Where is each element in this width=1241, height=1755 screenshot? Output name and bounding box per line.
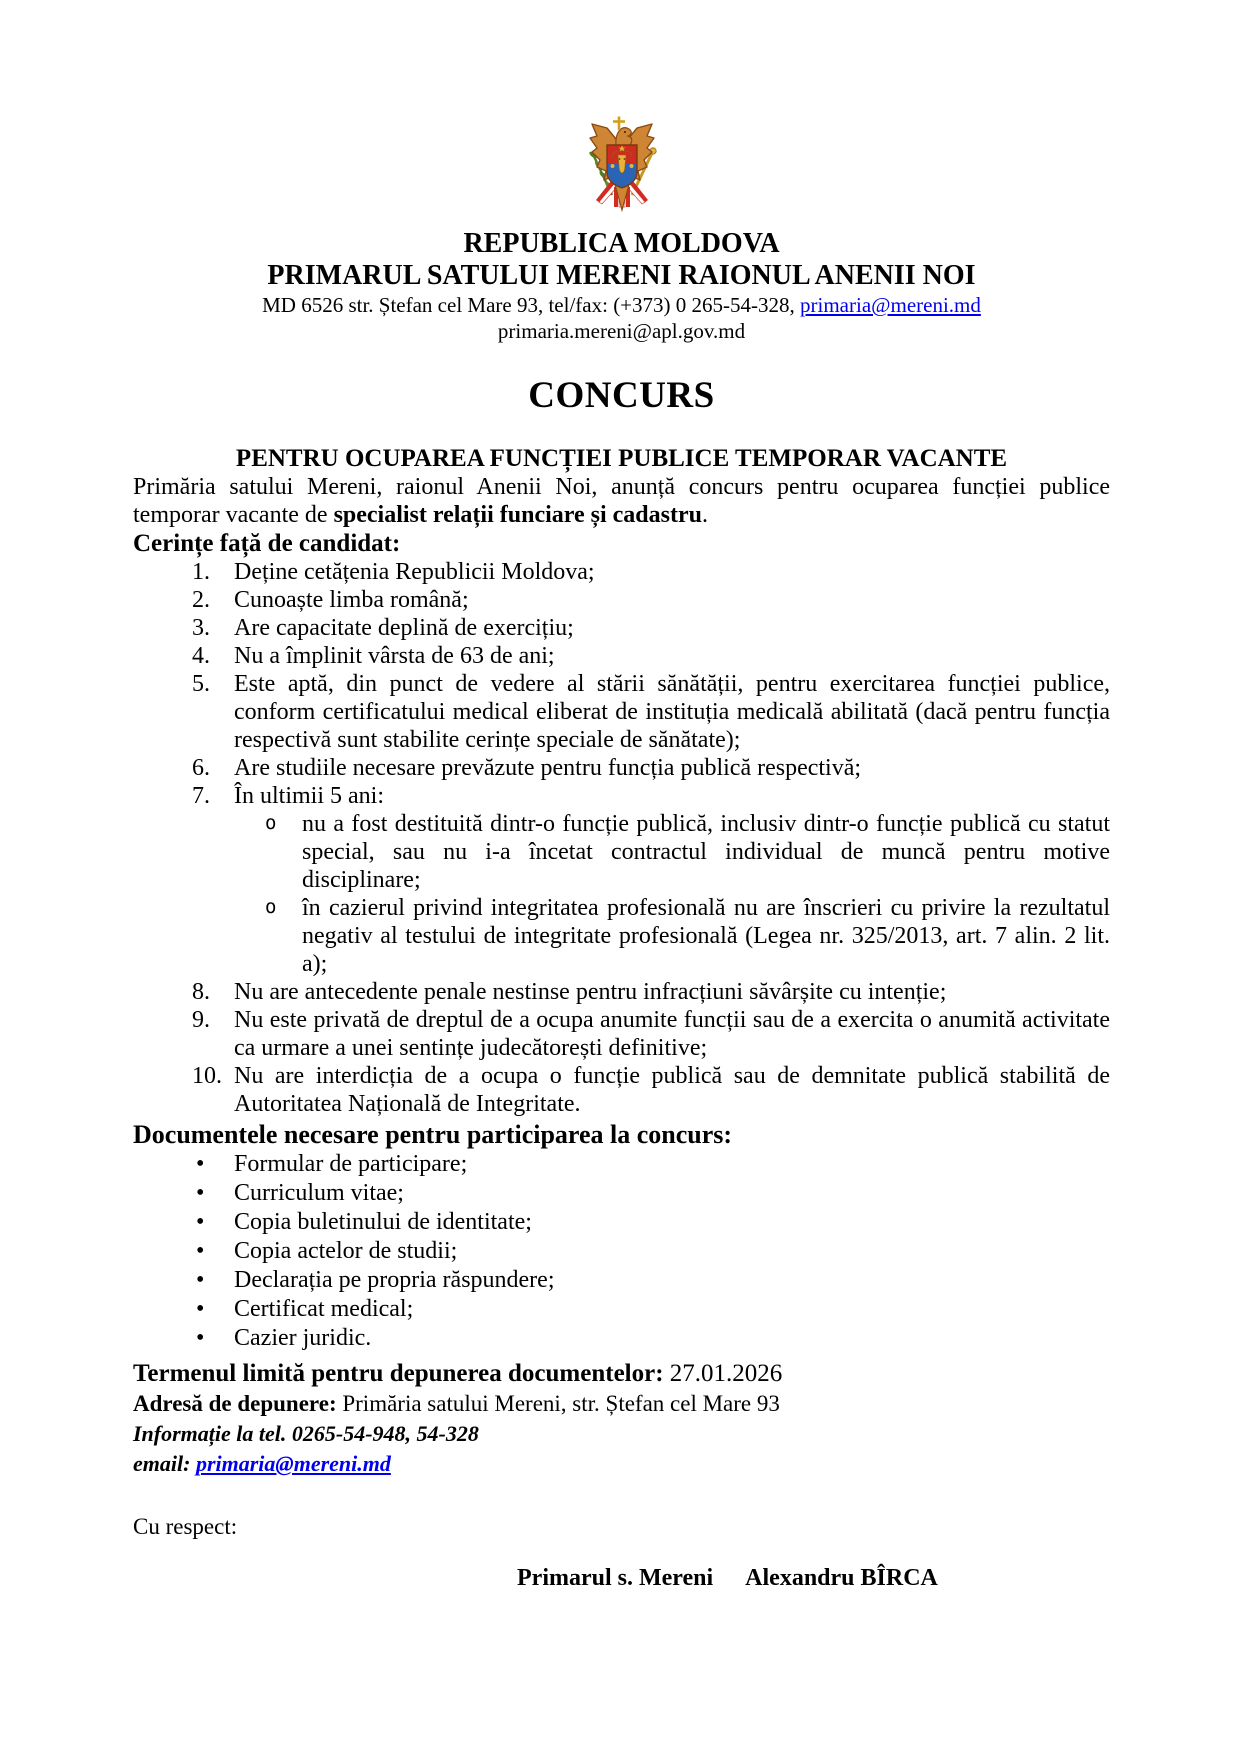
requirement-subitem bbox=[302, 894, 1110, 978]
document-item-text: Copia buletinului de identitate; bbox=[234, 1209, 532, 1235]
document-title: CONCURS bbox=[528, 375, 715, 416]
document-item bbox=[234, 1150, 1110, 1179]
signature-line bbox=[517, 1565, 1110, 1592]
requirement-item bbox=[234, 754, 1110, 782]
deadline-label: Termenul limită pentru depunerea documentelor: bbox=[133, 1360, 664, 1387]
header-address-text: MD 6526 str. Ștefan cel Mare 93, tel/fax: (+373) 0 265-54-328, bbox=[262, 293, 801, 317]
rose bbox=[610, 164, 614, 168]
requirement-text: Nu are antecedente penale nestinse pentru infracțiuni săvârșite cu intenție; bbox=[234, 979, 947, 1005]
document-item bbox=[234, 1295, 1110, 1324]
intro-text-end: . bbox=[701, 502, 708, 528]
requirement-item bbox=[234, 1006, 1110, 1062]
moldova-coat-of-arms-icon bbox=[583, 115, 661, 212]
document-subtitle: PENTRU OCUPAREA FUNCȚIEI PUBLICE TEMPORAR VACANTE bbox=[235, 445, 1008, 472]
header-institution: PRIMARUL SATULUI MERENI RAIONUL ANENII NOI bbox=[267, 260, 976, 291]
submission-line bbox=[133, 1389, 1110, 1419]
requirement-text: În ultimii 5 ani: bbox=[234, 783, 384, 809]
header-address bbox=[133, 292, 1110, 318]
requirement-item bbox=[234, 614, 1110, 642]
intro-text: Primăria satului Mereni, raionul Anenii Noi, anunță concurs pentru ocuparea funcției publice temporar vacante de bbox=[133, 474, 1110, 528]
header-email-secondary: primaria.mereni@apl.gov.md bbox=[497, 319, 746, 343]
contact-email-line bbox=[133, 1449, 1110, 1479]
requirements-list bbox=[133, 558, 1110, 1118]
document-item-text: Curriculum vitae; bbox=[234, 1180, 404, 1206]
documents-list bbox=[133, 1150, 1110, 1353]
shield bbox=[607, 145, 637, 188]
requirement-item bbox=[234, 670, 1110, 754]
document-item bbox=[234, 1237, 1110, 1266]
contact-email-link[interactable]: primaria@mereni.md bbox=[195, 1451, 391, 1476]
requirement-item bbox=[234, 586, 1110, 614]
requirement-text: Are capacitate deplină de exercițiu; bbox=[234, 615, 574, 641]
header-email-link[interactable]: primaria@mereni.md bbox=[800, 293, 981, 317]
requirement-text: Cunoaște limba română; bbox=[234, 587, 469, 613]
info-phone-line: Informație la tel. 0265-54-948, 54-328 bbox=[133, 1421, 479, 1446]
document-item-text: Certificat medical; bbox=[234, 1296, 414, 1322]
requirement-text: Are studiile necesare prevăzute pentru funcția publică respectivă; bbox=[234, 755, 862, 781]
document-item-text: Copia actelor de studii; bbox=[234, 1238, 458, 1264]
requirement-subtext: în cazierul privind integritatea profesională nu are înscrieri cu privire la rezultatul negativ al testului de integritate profesională (Legea nr. 325/2013, art. 7 alin. 2 lit. a); bbox=[302, 895, 1110, 977]
submission-value: Primăria satului Mereni, str. Ștefan cel Mare 93 bbox=[342, 1391, 780, 1416]
intro-paragraph bbox=[133, 473, 1110, 529]
closing-line: Cu respect: bbox=[133, 1514, 238, 1539]
requirement-item bbox=[234, 782, 1110, 978]
requirement-text: Nu a împlinit vârsta de 63 de ani; bbox=[234, 643, 555, 669]
signature-title: Primarul s. Mereni bbox=[517, 1565, 714, 1591]
requirement-text: Deține cetățenia Republicii Moldova; bbox=[234, 559, 595, 585]
deadline-line bbox=[133, 1359, 1110, 1389]
requirement-subitem bbox=[302, 810, 1110, 894]
requirement-text: Este aptă, din punct de vedere al stării sănătății, pentru exercitarea funcției publice, conform certificatului medical eliberat de instituția medicală abilitată (dacă pentru funcția respectivă sunt stabilite cerințe speciale de sănătate); bbox=[234, 671, 1110, 753]
deadline-value: 27.01.2026 bbox=[669, 1360, 783, 1387]
documents-heading: Documentele necesare pentru participarea la concurs: bbox=[133, 1120, 733, 1149]
document-item bbox=[234, 1266, 1110, 1295]
crescent bbox=[629, 164, 633, 168]
requirement-item bbox=[234, 642, 1110, 670]
requirement-text: Nu are interdicția de a ocupa o funcție publică sau de demnitate publică stabilită de Autoritatea Națională de Integritate. bbox=[234, 1063, 1110, 1117]
requirements-sublist bbox=[234, 810, 1110, 978]
position-name: specialist relații funciare și cadastru bbox=[333, 502, 702, 528]
requirement-subtext: nu a fost destituită dintr-o funcție publică, inclusiv dintr-o funcție publică cu statut special, sau nu i-a încetat contractul individual de muncă pentru motive disciplinare; bbox=[302, 811, 1110, 893]
requirement-text: Nu este privată de dreptul de a ocupa anumite funcții sau de a exercita o anumită activitate ca urmare a unei sentințe judecătorești definitive; bbox=[234, 1007, 1110, 1061]
header-country: REPUBLICA MOLDOVA bbox=[463, 228, 780, 259]
signature-name: Alexandru BÎRCA bbox=[745, 1565, 938, 1591]
requirement-item bbox=[234, 1062, 1110, 1118]
document-item-text: Cazier juridic. bbox=[234, 1325, 372, 1351]
requirement-item bbox=[234, 558, 1110, 586]
document-item-text: Declarația pe propria răspundere; bbox=[234, 1267, 555, 1293]
requirement-item bbox=[234, 978, 1110, 1006]
document-item-text: Formular de participare; bbox=[234, 1151, 468, 1177]
document-item bbox=[234, 1208, 1110, 1237]
submission-label: Adresă de depunere: bbox=[133, 1391, 337, 1416]
document-item bbox=[234, 1179, 1110, 1208]
requirements-heading: Cerințe față de candidat: bbox=[133, 530, 401, 557]
contact-email-label: email: bbox=[133, 1451, 191, 1476]
document-item bbox=[234, 1324, 1110, 1353]
